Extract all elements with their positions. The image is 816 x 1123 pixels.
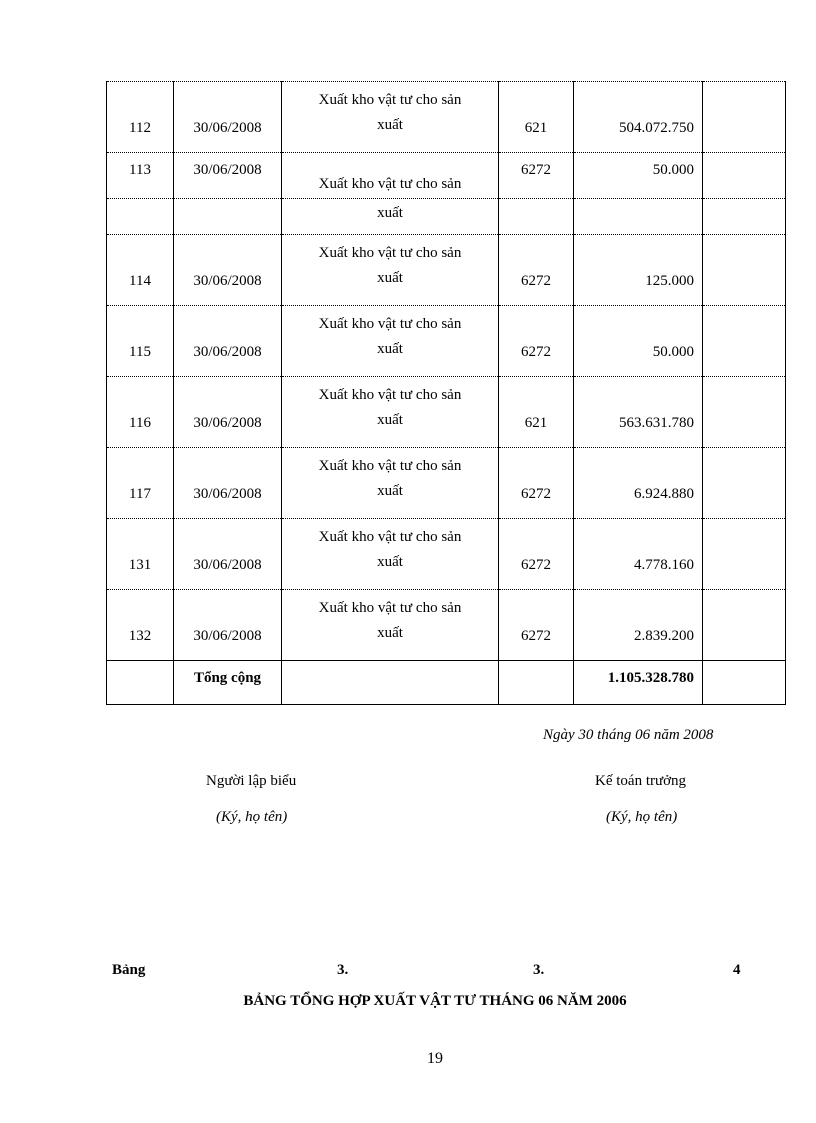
chief-accountant-signature-note: (Ký, họ tên) [606, 809, 678, 825]
row-account: 6272 [521, 162, 551, 178]
caption-part-2: 3. [533, 962, 545, 978]
row-date: 30/06/2008 [193, 344, 262, 360]
row-account: 6272 [521, 344, 551, 360]
row-account: 6272 [521, 628, 551, 644]
table-row [107, 590, 786, 661]
caption-word: Bảng [112, 962, 146, 978]
row-date: 30/06/2008 [193, 628, 262, 644]
row-description: Xuất kho vật tư cho sản xuất [318, 529, 462, 570]
row-description: Xuất kho vật tư cho sản xuất [318, 387, 462, 428]
table-row [107, 235, 786, 306]
row-note [703, 82, 786, 153]
row-description: Xuất kho vật tư cho sản xuất [318, 316, 462, 357]
row-number: 132 [128, 628, 152, 644]
report-heading: BẢNG TỔNG HỢP XUẤT VẬT TƯ THÁNG 06 NĂM 2006 [243, 993, 627, 1009]
row-account: 621 [524, 120, 548, 136]
row-number: 116 [129, 415, 151, 431]
table-row [107, 82, 786, 153]
row-description: Xuất kho vật tư cho sản xuất [318, 600, 462, 641]
row-amount: 6.924.880 [634, 486, 694, 502]
date-line: Ngày 30 tháng 06 năm 2008 [543, 727, 714, 743]
row-date: 30/06/2008 [193, 162, 262, 178]
row-description: Xuất kho vật tư cho sản xuất [318, 245, 462, 286]
caption-part-1: 3. [337, 962, 349, 978]
row-date: 30/06/2008 [193, 486, 262, 502]
row-date: 30/06/2008 [193, 273, 262, 289]
row-note [703, 306, 786, 377]
row-note [703, 153, 786, 199]
total-amount: 1.105.328.780 [607, 670, 694, 686]
row-note [703, 519, 786, 590]
row-amount: 4.778.160 [634, 557, 694, 573]
caption-part-3: 4 [733, 962, 741, 978]
row-number: 112 [129, 120, 151, 136]
table-row [107, 448, 786, 519]
row-description: Xuất kho vật tư cho sản [318, 176, 462, 192]
table-row [107, 153, 786, 199]
chief-accountant-title: Kế toán trưởng [595, 773, 687, 789]
row-description: Xuất kho vật tư cho sản xuất [318, 458, 462, 499]
row-amount: 504.072.750 [619, 120, 694, 136]
row-number: 113 [129, 162, 151, 178]
row-date: 30/06/2008 [193, 415, 262, 431]
row-account: 6272 [521, 486, 551, 502]
row-account: 6272 [521, 273, 551, 289]
total-row [107, 661, 786, 705]
table-row [107, 306, 786, 377]
table-row [107, 519, 786, 590]
row-date: 30/06/2008 [193, 557, 262, 573]
row-description: xuất [377, 205, 403, 221]
row-number: 115 [129, 344, 151, 360]
row-number: 114 [129, 273, 151, 289]
row-amount: 2.839.200 [634, 628, 694, 644]
preparer-title: Người lập biểu [206, 773, 297, 789]
row-description: Xuất kho vật tư cho sản xuất [318, 92, 462, 133]
voucher-table [106, 81, 786, 705]
row-amount: 50.000 [652, 344, 694, 360]
row-note [703, 377, 786, 448]
row-note [703, 235, 786, 306]
row-date: 30/06/2008 [193, 120, 262, 136]
preparer-signature-note: (Ký, họ tên) [216, 809, 288, 825]
row-amount: 563.631.780 [619, 415, 694, 431]
row-note [703, 590, 786, 661]
row-account: 621 [524, 415, 548, 431]
row-number: 131 [128, 557, 152, 573]
row-amount: 125.000 [645, 273, 694, 289]
total-label: Tổng cộng [193, 670, 262, 686]
table-row [107, 377, 786, 448]
page-number: 19 [427, 1050, 443, 1067]
table-row [107, 199, 786, 235]
row-amount: 50.000 [652, 162, 694, 178]
row-account: 6272 [521, 557, 551, 573]
row-note [703, 448, 786, 519]
row-number: 117 [129, 486, 151, 502]
